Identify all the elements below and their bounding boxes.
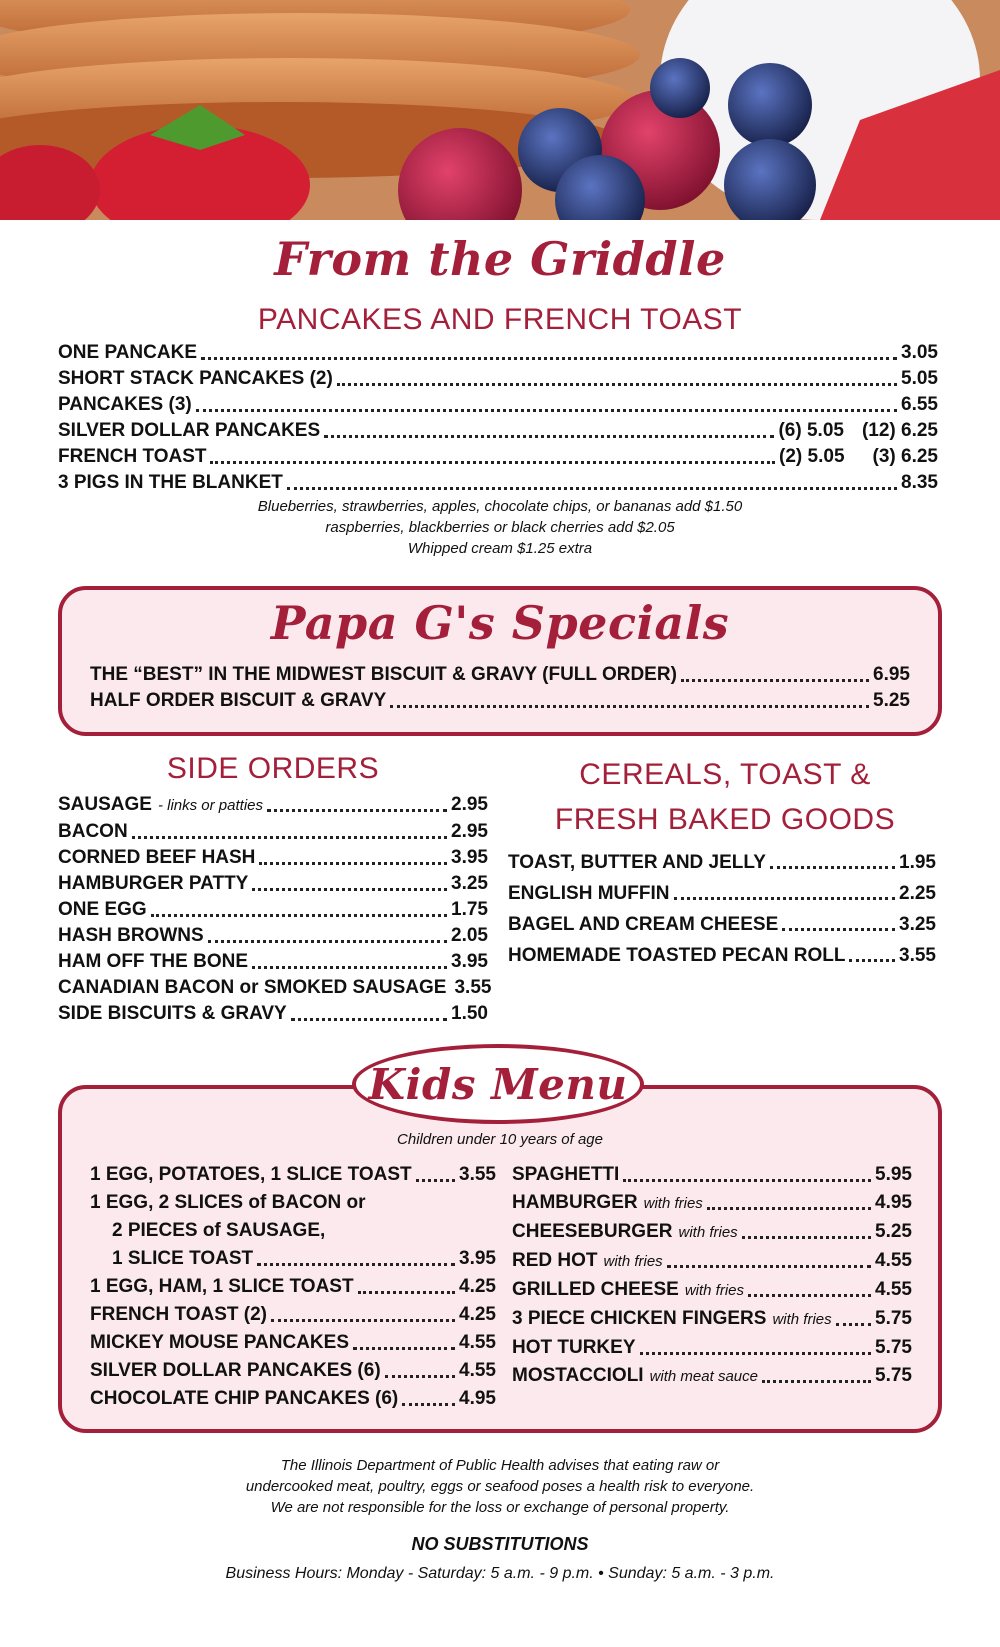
item-name: ONE EGG (58, 899, 147, 920)
note-line: Blueberries, strawberries, apples, chocolate chips, or bananas add $1.50 (257, 498, 743, 515)
item-price: 3.55 (459, 1164, 496, 1185)
item-price: 2.95 (451, 821, 488, 842)
leader-dots (259, 862, 447, 865)
item-name: HALF ORDER BISCUIT & GRAVY (90, 690, 387, 711)
item-note: with fries (684, 1282, 744, 1299)
item-price: 3.25 (899, 914, 936, 935)
item-name: SILVER DOLLAR PANCAKES (6) (90, 1360, 381, 1381)
menu-item (508, 909, 936, 940)
menu-item (508, 940, 936, 971)
menu-item (58, 819, 488, 845)
item-price: 2.95 (451, 794, 488, 815)
item-price: 4.95 (459, 1388, 496, 1409)
leader-dots (742, 1236, 871, 1239)
leader-dots (416, 1179, 455, 1182)
item-price: 2.05 (451, 925, 488, 946)
disclaimer-line: We are not responsible for the loss or exchange of personal property. (270, 1499, 730, 1516)
leader-dots (836, 1323, 871, 1326)
menu-item (512, 1218, 912, 1247)
menu-item (508, 878, 936, 909)
menu-item (512, 1334, 912, 1362)
item-name: 2 PIECES of SAUSAGE, (112, 1220, 326, 1241)
item-price-alt: (3) 6.25 (872, 446, 938, 467)
menu-item (512, 1247, 912, 1276)
leader-dots (151, 914, 447, 917)
item-price: 3.55 (899, 945, 936, 966)
menu-item (90, 1385, 496, 1413)
menu-item (90, 688, 910, 714)
item-price: 3.95 (451, 847, 488, 868)
item-price: 4.95 (875, 1192, 912, 1213)
business-hours: Business Hours: Monday - Saturday: 5 a.m. - 9 p.m. • Sunday: 5 a.m. - 3 p.m. (225, 1565, 775, 1582)
item-price: 3.05 (901, 342, 938, 363)
disclaimer-line: The Illinois Department of Public Health advises that eating raw or (280, 1457, 720, 1474)
sides-title: SIDE ORDERS (166, 752, 380, 785)
leader-dots (271, 1319, 455, 1322)
leader-dots (390, 705, 869, 708)
cereals-title (505, 752, 945, 842)
kids-title: Kids Menu (368, 1060, 628, 1109)
leader-dots (252, 966, 447, 969)
item-price-alt: (12) 6.25 (861, 420, 938, 441)
menu-item (90, 662, 910, 688)
item-name: BACON (58, 821, 128, 842)
menu-item (58, 1001, 488, 1027)
kids-box (58, 1085, 942, 1433)
item-name: CHEESEBURGER (512, 1221, 673, 1242)
leader-dots (257, 1263, 455, 1266)
menu-item (90, 1245, 496, 1273)
leader-dots (849, 959, 895, 962)
cereals-title-line2: FRESH BAKED GOODS (554, 803, 896, 836)
item-price: 4.25 (459, 1276, 496, 1297)
item-name: SHORT STACK PANCAKES (2) (58, 368, 333, 389)
disclaimer-line: undercooked meat, poultry, eggs or seafood poses a health risk to everyone. (245, 1478, 755, 1495)
leader-dots (770, 866, 895, 869)
leader-dots (640, 1352, 872, 1355)
item-price: (6) 5.05 (778, 420, 844, 441)
menu-item (58, 871, 488, 897)
sides-list (58, 792, 492, 1027)
leader-dots (208, 940, 447, 943)
leader-dots (252, 888, 447, 891)
item-price: 5.75 (875, 1308, 912, 1329)
item-price: 3.95 (451, 951, 488, 972)
item-name: CHOCOLATE CHIP PANCAKES (6) (90, 1388, 399, 1409)
menu-item (58, 418, 938, 444)
leader-dots (674, 897, 896, 900)
item-price: 5.05 (901, 368, 938, 389)
leader-dots (196, 409, 897, 412)
menu-item (90, 1273, 496, 1301)
menu-item (58, 444, 938, 470)
specials-title: Papa G's Specials (270, 596, 730, 650)
item-name: HASH BROWNS (58, 925, 204, 946)
leader-dots (782, 928, 895, 931)
menu-item (90, 1189, 496, 1217)
item-price: (2) 5.05 (779, 446, 845, 467)
griddle-list (58, 340, 938, 496)
item-price: 1.75 (451, 899, 488, 920)
item-price: 4.25 (459, 1304, 496, 1325)
item-note: with fries (643, 1195, 703, 1212)
item-name: FRENCH TOAST (2) (90, 1304, 267, 1325)
item-name: HAM OFF THE BONE (58, 951, 248, 972)
specials-box (58, 586, 942, 736)
item-price: 5.75 (875, 1337, 912, 1358)
item-note: with meat sauce (649, 1368, 758, 1385)
item-name: THE “BEST” IN THE MIDWEST BISCUIT & GRAVY (FULL ORDER) (90, 664, 677, 685)
item-name: 3 PIGS IN THE BLANKET (58, 472, 283, 493)
leader-dots (623, 1179, 871, 1182)
kids-subtitle: Children under 10 years of age (397, 1131, 603, 1148)
item-name: 1 EGG, HAM, 1 SLICE TOAST (90, 1276, 354, 1297)
item-price: 1.50 (451, 1003, 488, 1024)
leader-dots (353, 1347, 455, 1350)
leader-dots (358, 1291, 455, 1294)
menu-item (512, 1189, 912, 1218)
menu-item (58, 470, 938, 496)
leader-dots (132, 836, 447, 839)
item-price: 3.55 (454, 977, 492, 998)
footer (0, 1455, 1000, 1584)
menu-item (58, 392, 938, 418)
item-name: 1 EGG, POTATOES, 1 SLICE TOAST (90, 1164, 412, 1185)
item-note: with fries (772, 1311, 832, 1328)
griddle-notes (0, 496, 1000, 559)
leader-dots (291, 1018, 447, 1021)
item-price: 6.55 (901, 394, 938, 415)
item-price: 2.25 (899, 883, 936, 904)
item-name: 1 EGG, 2 SLICES of BACON or (90, 1192, 366, 1213)
leader-dots (681, 679, 869, 682)
griddle-subtitle: PANCAKES AND FRENCH TOAST (257, 303, 743, 336)
menu-item (58, 949, 488, 975)
item-name: SILVER DOLLAR PANCAKES (58, 420, 321, 441)
item-name: HAMBURGER (512, 1192, 638, 1213)
item-price: 3.95 (459, 1248, 496, 1269)
item-name: 1 SLICE TOAST (112, 1248, 254, 1269)
leader-dots (324, 435, 774, 438)
item-name: 3 PIECE CHICKEN FINGERS (512, 1308, 767, 1329)
menu-item (58, 845, 488, 871)
leader-dots (762, 1380, 871, 1383)
menu-item (58, 792, 488, 819)
menu-item (58, 897, 488, 923)
menu-item (90, 1217, 496, 1245)
leader-dots (707, 1207, 871, 1210)
item-price: 5.25 (875, 1221, 912, 1242)
item-name: CANADIAN BACON or SMOKED SAUSAGE (58, 977, 447, 998)
menu-item (512, 1161, 912, 1189)
griddle-title: From the Griddle (274, 232, 726, 286)
item-price: 5.95 (875, 1164, 912, 1185)
item-name: TOAST, BUTTER AND JELLY (508, 852, 766, 873)
item-name: GRILLED CHEESE (512, 1279, 679, 1300)
item-name: RED HOT (512, 1250, 598, 1271)
item-name: HAMBURGER PATTY (58, 873, 249, 894)
item-price: 3.25 (451, 873, 488, 894)
item-price: 6.95 (873, 664, 910, 685)
leader-dots (210, 461, 775, 464)
kids-right-list (512, 1161, 912, 1391)
item-price: 5.75 (875, 1365, 912, 1386)
menu-item (512, 1362, 912, 1391)
cereals-list (508, 847, 936, 971)
menu-item (58, 340, 938, 366)
item-price: 4.55 (875, 1279, 912, 1300)
item-name: SAUSAGE (58, 794, 152, 815)
leader-dots (337, 383, 897, 386)
item-name: HOT TURKEY (512, 1337, 636, 1358)
item-price: 4.55 (875, 1250, 912, 1271)
leader-dots (201, 357, 897, 360)
note-line: Whipped cream $1.25 extra (407, 540, 593, 557)
note-line: raspberries, blackberries or black cherries add $2.05 (325, 519, 675, 536)
menu-item (58, 975, 492, 1001)
menu-item (90, 1357, 496, 1385)
no-substitutions: NO SUBSTITUTIONS (411, 1534, 589, 1554)
leader-dots (385, 1375, 455, 1378)
item-name: CORNED BEEF HASH (58, 847, 256, 868)
menu-item (512, 1305, 912, 1334)
cereals-title-line1: CEREALS, TOAST & (579, 758, 871, 791)
item-note: with fries (678, 1224, 738, 1241)
item-note: - links or patties (157, 797, 264, 814)
leader-dots (287, 487, 897, 490)
item-name: PANCAKES (3) (58, 394, 192, 415)
menu-item (90, 1301, 496, 1329)
hero-photo-pancakes (0, 0, 1000, 220)
item-name: SPAGHETTI (512, 1164, 620, 1185)
item-name: HOMEMADE TOASTED PECAN ROLL (508, 945, 846, 966)
item-name: FRENCH TOAST (58, 446, 207, 467)
item-name: BAGEL AND CREAM CHEESE (508, 914, 779, 935)
kids-left-list (90, 1161, 496, 1413)
item-name: ONE PANCAKE (58, 342, 197, 363)
leader-dots (667, 1265, 871, 1268)
kids-title-oval (352, 1044, 644, 1124)
menu-item (90, 1161, 496, 1189)
item-name: MOSTACCIOLI (512, 1365, 644, 1386)
item-note: with fries (603, 1253, 663, 1270)
item-name: ENGLISH MUFFIN (508, 883, 670, 904)
item-name: SIDE BISCUITS & GRAVY (58, 1003, 287, 1024)
item-price: 8.35 (901, 472, 938, 493)
menu-item (508, 847, 936, 878)
menu-item (58, 923, 488, 949)
item-price: 4.55 (459, 1360, 496, 1381)
leader-dots (402, 1403, 455, 1406)
item-price: 4.55 (459, 1332, 496, 1353)
item-name: MICKEY MOUSE PANCAKES (90, 1332, 349, 1353)
menu-item (512, 1276, 912, 1305)
pancake-illustration (0, 0, 1000, 220)
item-price: 5.25 (873, 690, 910, 711)
leader-dots (267, 809, 447, 812)
menu-item (90, 1329, 496, 1357)
item-price: 1.95 (899, 852, 936, 873)
leader-dots (748, 1294, 871, 1297)
menu-item (58, 366, 938, 392)
specials-list (90, 662, 910, 714)
